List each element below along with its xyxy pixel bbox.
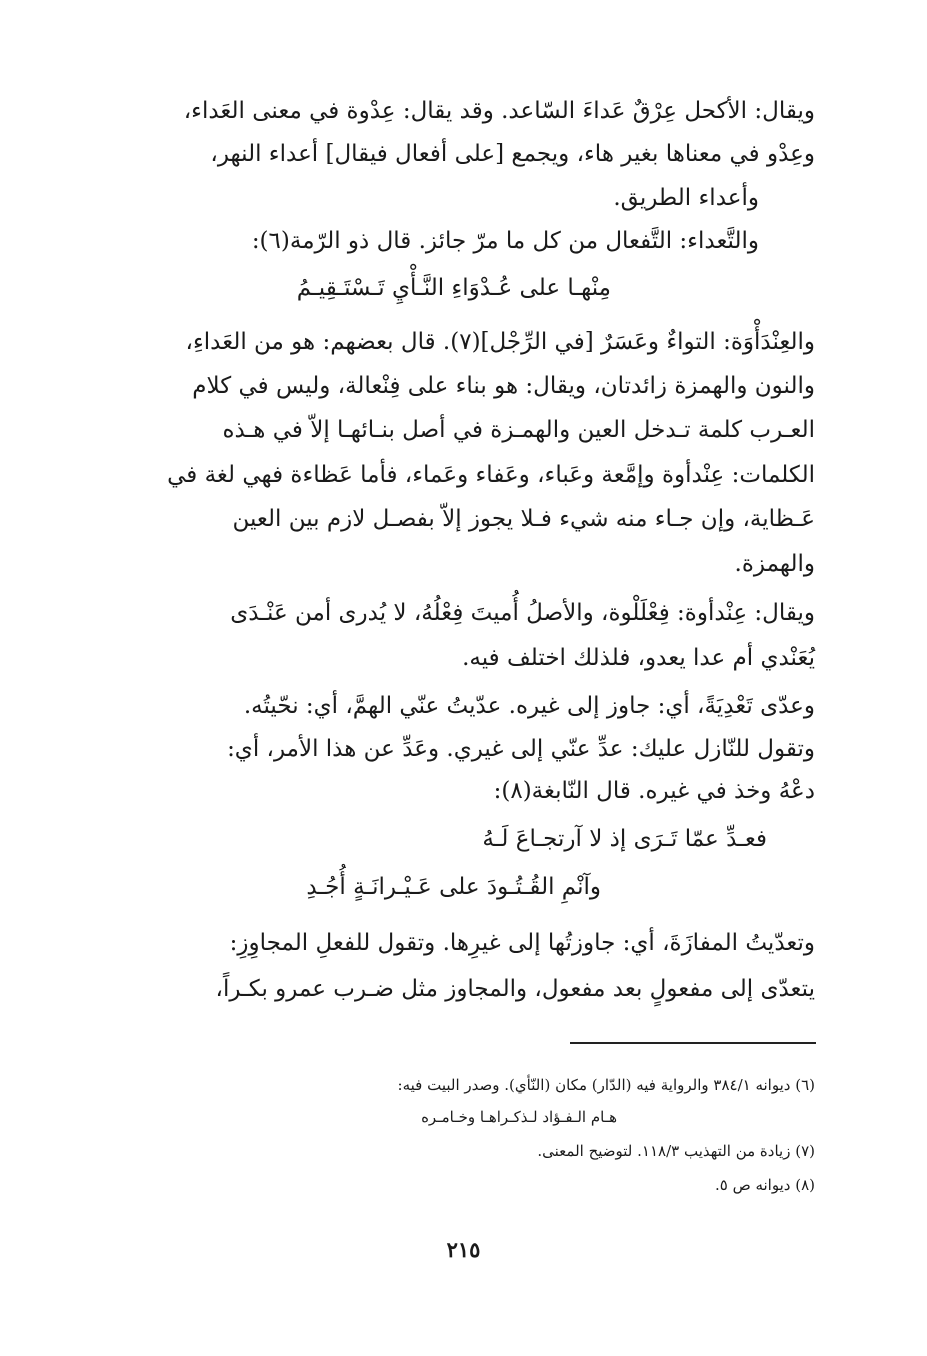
text-line-12: يُعَنْدي أم عدا يعدو، فلذلك اختلف فيه. <box>462 645 815 671</box>
text-line-14: وتقول للنّازل عليك: عدِّ عنّي إلى غيري. وعَدِّ عن هذا الأمر، أي: <box>227 736 815 762</box>
verse-line-2a: فعـدِّ عمّا تَـرَى إذ لا آرتجـاعَ لَـهُ <box>482 826 767 852</box>
text-line-10: والهمزة. <box>734 551 815 577</box>
footnote-6: (٦) ديوانه ٣٨٤/١ والرواية فيه (الدّار) مكان (النّأي). وصدر البيت فيه: <box>397 1076 815 1094</box>
text-line-1: ويقال: الأكحل عِرْقٌ عَداءَ السّاعد. وقد يقال: عِدْوة في معنى العَداء، <box>183 98 815 124</box>
text-line-9: عَـظاية، وإن جـاء منه شيء فـلا يجوز إلاّ بفصـل لازم بين العين <box>232 506 815 532</box>
text-line-2: وعِدْو في معناها بغير هاء، ويجمع [على أفعال فيقال] أعداء النهر، <box>210 141 815 167</box>
text-line-17: يتعدّى إلى مفعولٍ بعد مفعول، والمجاوز مثل ضـرب عمرو بكـراً، <box>215 976 815 1002</box>
footnote-6-verse: هـام الـفـؤاد لـذكـراهـا وخـامـره <box>421 1108 617 1126</box>
verse-line-2b: وآنْمِ القُـتُـودَ على عَـيْـرانَـةٍ أُجُـدِ <box>306 874 601 900</box>
verse-line-1: مِنْهـا على عُـدْوَاءِ النَّـأْيِ تَـسْتَـقِيـمُ <box>296 275 611 301</box>
footnote-8: (٨) ديوانه ص ٥. <box>714 1176 815 1194</box>
text-line-16: وتعدّيتُ المفازَةَ، أي: جاوزتُها إلى غيرِها. وتقول للفعلِ المجاوِزِ: <box>229 930 815 956</box>
text-line-7: العـرب كلمة تـدخل العين والهمـزة في أصل بنـائهـا إلاّ في هـذه <box>222 417 815 443</box>
text-line-8: الكلمات: عِنْدأوة وإمَّعة وعَباء، وعَفاء وعَماء، فأما عَظاءة فهي لغة في <box>167 462 815 488</box>
text-line-11: ويقال: عِنْدأوة: فِعْلَلْوة، والأصلُ أُميتَ فِعْلُهُ، لا يُدرى أمن عَنْـدَى <box>230 600 815 626</box>
text-line-3: وأعداء الطريق. <box>613 185 759 211</box>
page-number: ٢١٥ <box>446 1237 481 1262</box>
text-line-13: وعدّى تَعْدِيَةً، أي: جاوز إلى غيره. عدّيتُ عنّي الهمَّ، أي: نحّيتُه. <box>243 693 815 719</box>
footnote-7: (٧) زيادة من التهذيب ١١٨/٣. لتوضيح المعنى. <box>537 1142 815 1160</box>
text-line-4: والتَّعداء: التَّفعال من كل ما مرّ جائز. قال ذو الرّمة(٦): <box>251 228 759 254</box>
text-line-15: دعْهُ وخذ في غيره. قال النّابغة(٨): <box>493 778 815 804</box>
footnote-separator <box>570 1042 816 1044</box>
text-line-5: والعِنْدَأْوَة: التواءٌ وعَسَرٌ [في الرِّجْل](٧). قال بعضهم: هو من العَداءِ، <box>185 329 815 355</box>
text-line-6: والنون والهمزة زائدتان، ويقال: هو بناء على فِنْعالة، وليس في كلام <box>192 373 815 399</box>
